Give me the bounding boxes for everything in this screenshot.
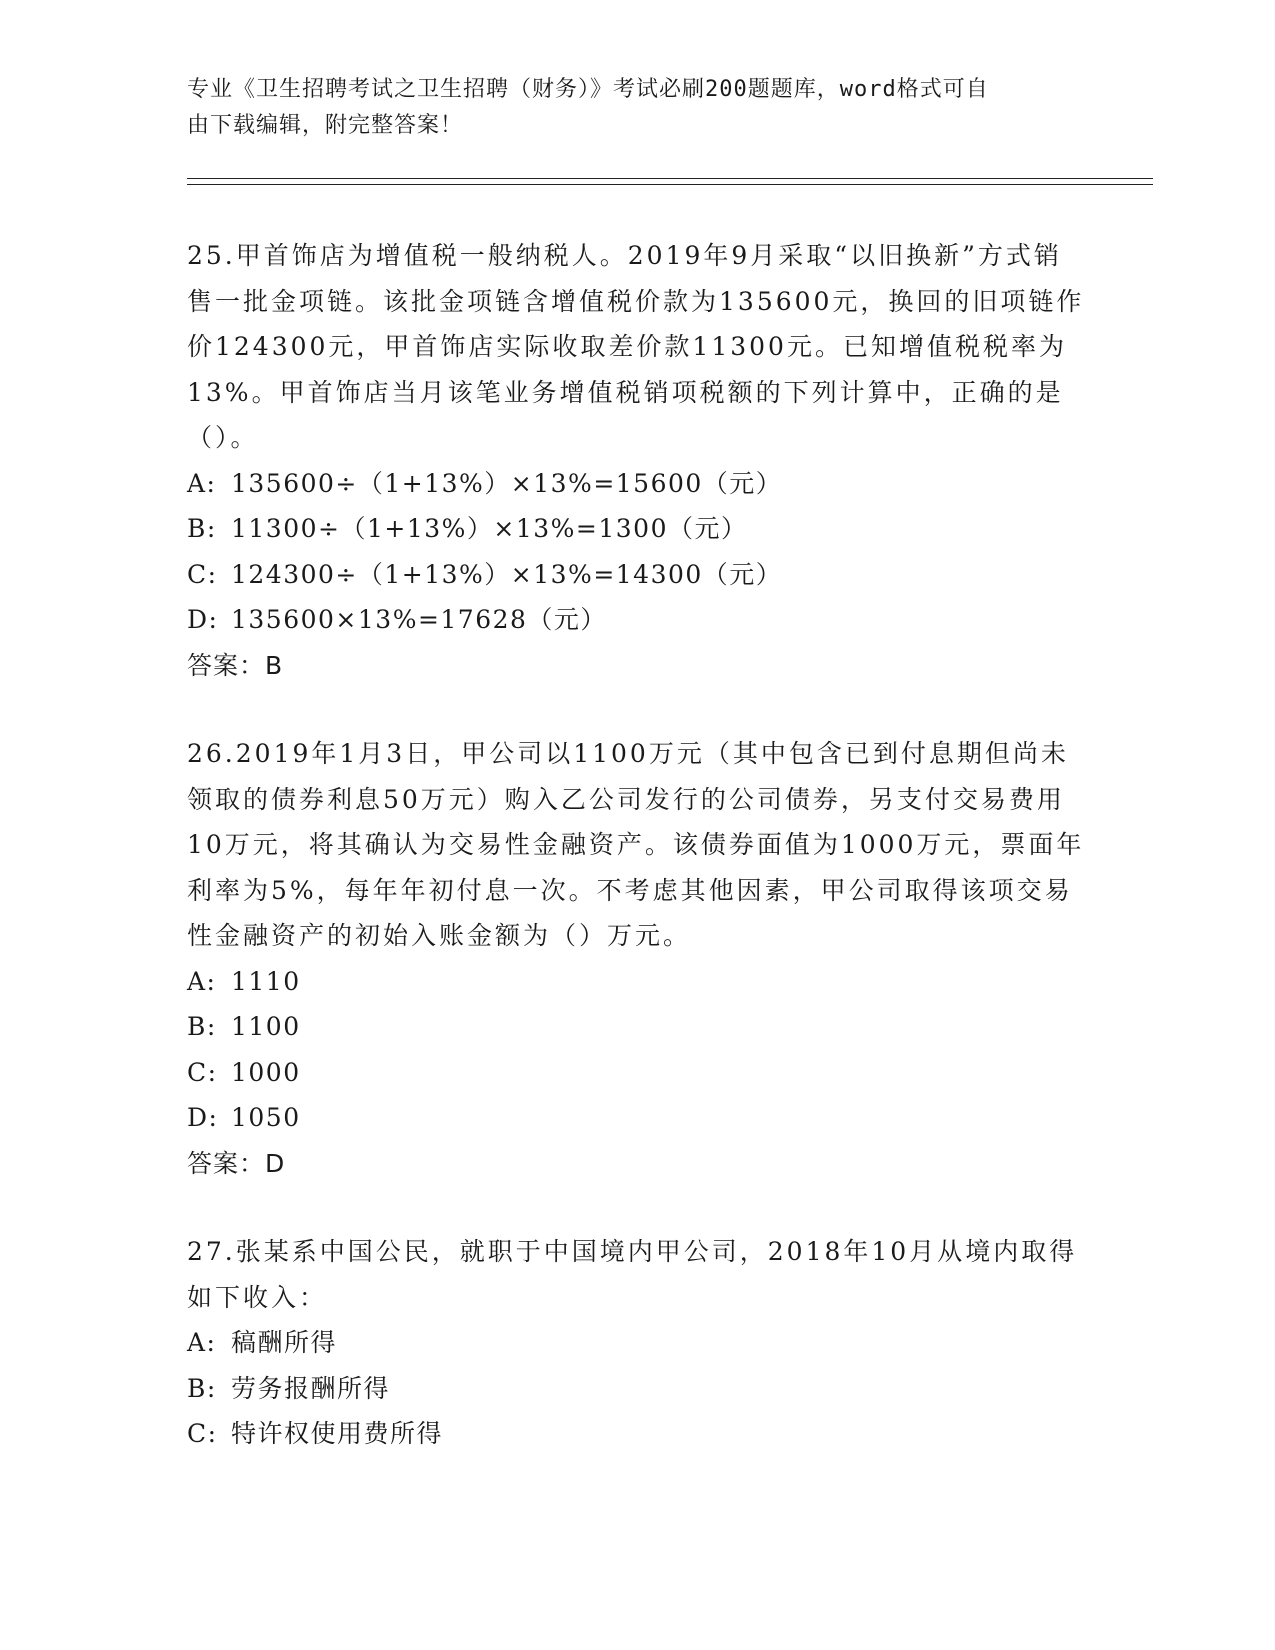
option-a — [187, 959, 1087, 1005]
option-letter: A: — [187, 966, 217, 996]
option-b — [187, 1004, 1087, 1050]
option-c — [187, 552, 1087, 598]
question-text: 25.甲首饰店为增值税一般纳税人。2019年9月采取“以旧换新”方式销售一批金项链。该批金项链含增值税价款为135600元，换回的旧项链作价124300元，甲首饰店实际收取差价款11300元。已知增值税税率为13%。甲首饰店当月该笔业务增值税销项税额的下列计算中，正确的是（）。 — [187, 241, 1085, 452]
option-letter: A: — [187, 1328, 217, 1357]
option-text: 1100 — [231, 1012, 301, 1041]
option-letter: C: — [187, 1419, 218, 1448]
option-letter: B: — [187, 1012, 217, 1041]
option-letter: B: — [187, 1373, 217, 1403]
option-b — [187, 506, 1087, 552]
option-text: 1110 — [231, 966, 301, 996]
document-header — [187, 72, 1067, 144]
option-d — [187, 597, 1087, 643]
answer: 答案：B — [187, 650, 284, 680]
option-text: 135600×13%=17628（元） — [231, 605, 607, 634]
option-text: 1050 — [231, 1103, 301, 1132]
option-a — [187, 461, 1087, 507]
option-c — [187, 1050, 1087, 1096]
option-letter: B: — [187, 514, 217, 543]
option-letter: A: — [187, 468, 217, 498]
option-text: 劳务报酬所得 — [231, 1373, 391, 1403]
question-27 — [187, 1229, 1087, 1457]
option-letter: C: — [187, 559, 218, 589]
option-text: 124300÷（1+13%）×13%=14300（元） — [231, 559, 783, 589]
option-text: 特许权使用费所得 — [231, 1419, 444, 1448]
question-list — [187, 233, 1087, 1500]
answer: 答案：D — [187, 1148, 286, 1178]
option-a — [187, 1320, 1087, 1366]
header-divider-top — [187, 178, 1153, 179]
option-c — [187, 1411, 1087, 1457]
question-text: 26.2019年1月3日，甲公司以1100万元（其中包含已到付息期但尚未领取的债券利息50万元）购入乙公司发行的公司债券，另支付交易费用10万元，将其确认为交易性金融资产。该债券面值为1000万元，票面年利率为5%，每年年初付息一次。不考虑其他因素，甲公司取得该项交易性金融资产的初始入账金额为（）万元。 — [187, 739, 1085, 950]
question-26 — [187, 731, 1087, 1186]
option-text: 1000 — [231, 1057, 301, 1087]
header-line-2: 由下载编辑，附完整答案！ — [187, 113, 464, 138]
option-text: 稿酬所得 — [231, 1328, 338, 1357]
question-text: 27.张某系中国公民，就职于中国境内甲公司，2018年10月从境内取得如下收入： — [187, 1237, 1078, 1312]
option-letter: C: — [187, 1057, 218, 1087]
header-line-1: 专业《卫生招聘考试之卫生招聘（财务）》考试必刷200题题库，word格式可自 — [187, 77, 989, 102]
option-d — [187, 1095, 1087, 1141]
option-b — [187, 1366, 1087, 1412]
option-text: 135600÷（1+13%）×13%=15600（元） — [231, 468, 783, 498]
question-25 — [187, 233, 1087, 688]
header-divider-bottom — [187, 184, 1153, 185]
option-text: 11300÷（1+13%）×13%=1300（元） — [231, 514, 748, 543]
option-letter: D: — [187, 605, 219, 634]
option-letter: D: — [187, 1103, 219, 1132]
